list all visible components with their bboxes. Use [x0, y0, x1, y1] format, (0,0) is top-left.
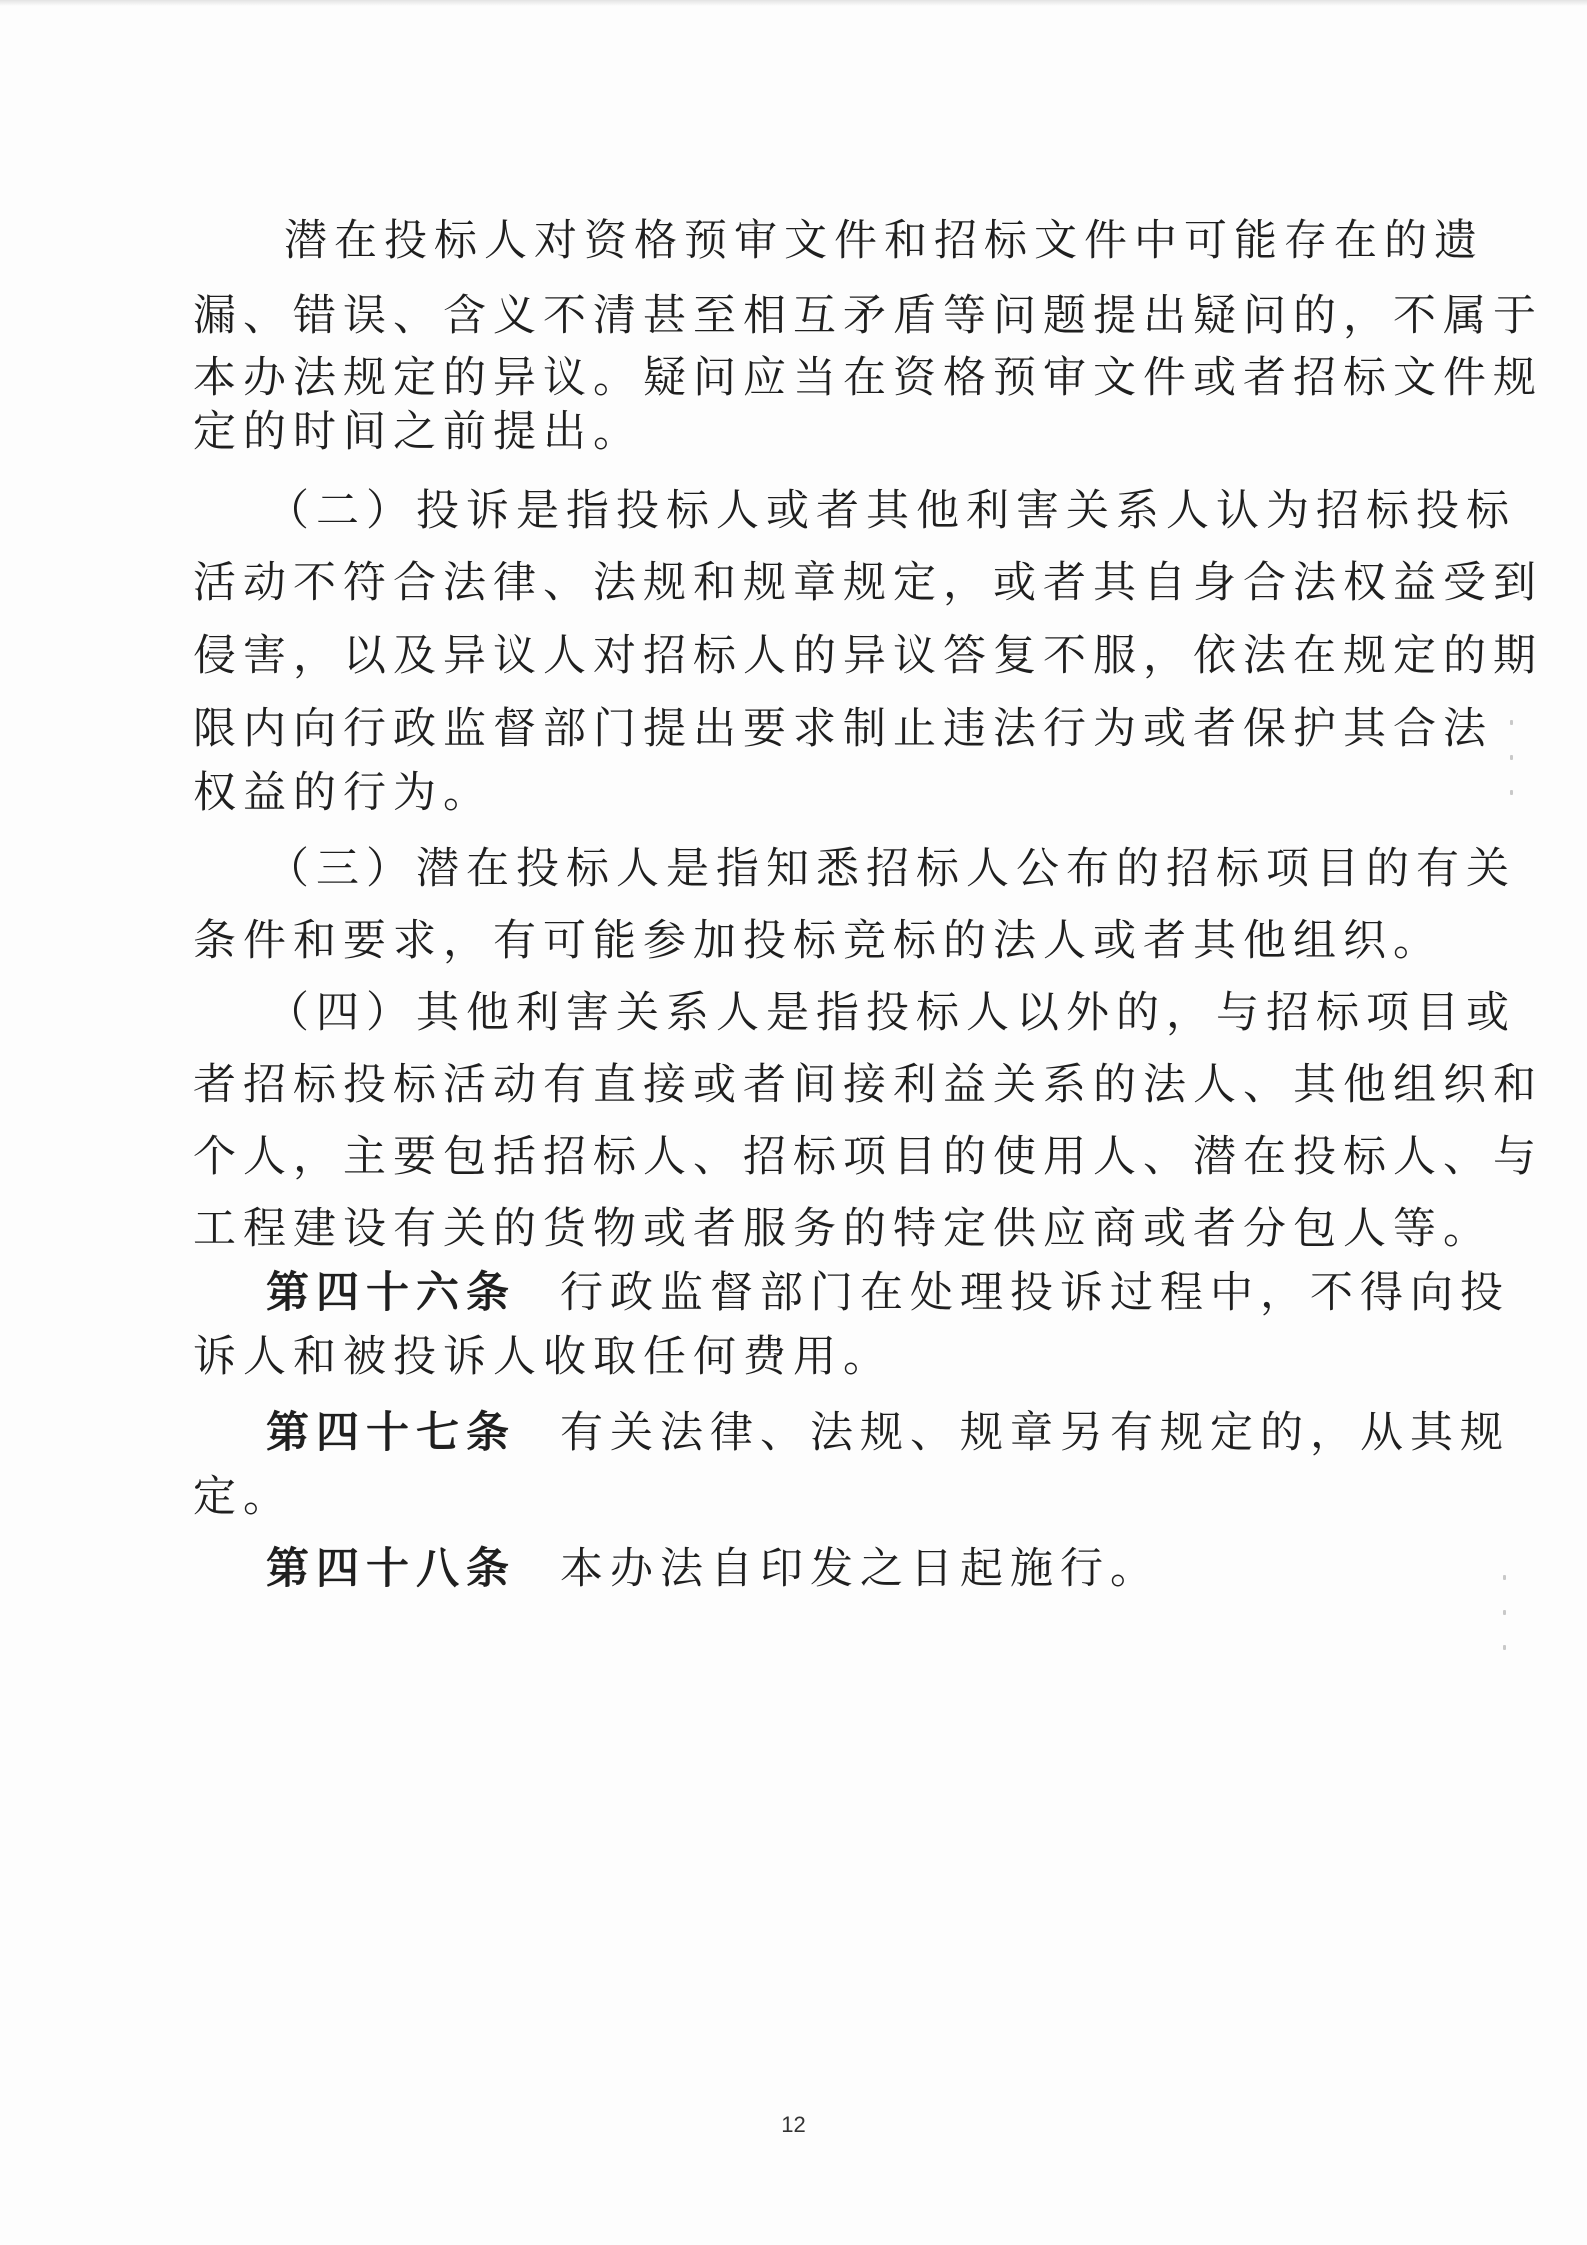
- scan-mark: [1503, 1610, 1506, 1615]
- scan-top-edge: [0, 0, 1587, 6]
- scan-mark: [1503, 1645, 1506, 1650]
- paragraph-line: 限内向行政监督部门提出要求制止违法行为或者保护其合法: [193, 704, 1493, 754]
- page-number: 12: [781, 2112, 806, 2137]
- paragraph-line: 漏、错误、含义不清甚至相互矛盾等问题提出疑问的，不属于: [193, 291, 1543, 341]
- paragraph-line: 者招标投标活动有直接或者间接利益关系的法人、其他组织和: [193, 1060, 1543, 1110]
- article-47-line: [266, 1408, 1510, 1458]
- paragraph-line: （二）投诉是指投标人或者其他利害关系人认为招标投标: [266, 486, 1516, 536]
- article-47-label: 第四十七条: [266, 1408, 516, 1458]
- paragraph-line: 侵害，以及异议人对招标人的异议答复不服，依法在规定的期: [193, 631, 1543, 681]
- paragraph-line: 潜在投标人对资格预审文件和招标文件中可能存在的遗: [284, 216, 1484, 266]
- article-46-continuation: 诉人和被投诉人收取任何费用。: [193, 1332, 893, 1382]
- paragraph-line: 条件和要求，有可能参加投标竞标的法人或者其他组织。: [193, 916, 1443, 966]
- paragraph-line: 个人，主要包括招标人、招标项目的使用人、潜在投标人、与: [193, 1132, 1543, 1182]
- paragraph-line: 定的时间之前提出。: [193, 407, 643, 457]
- article-47-continuation: 定。: [193, 1472, 293, 1522]
- article-48-text: 本办法自印发之日起施行。: [560, 1544, 1160, 1594]
- scan-mark: [1510, 720, 1513, 725]
- article-46-text: 行政监督部门在处理投诉过程中，不得向投: [560, 1268, 1510, 1318]
- paragraph-line: 工程建设有关的货物或者服务的特定供应商或者分包人等。: [193, 1204, 1493, 1254]
- article-46-label: 第四十六条: [266, 1268, 516, 1318]
- paragraph-line: 权益的行为。: [193, 768, 493, 818]
- scan-mark: [1503, 1575, 1506, 1580]
- paragraph-line: （四）其他利害关系人是指投标人以外的，与招标项目或: [266, 988, 1516, 1038]
- scan-mark: [1510, 790, 1513, 795]
- article-46-line: [266, 1268, 1510, 1318]
- paragraph-line: 本办法规定的异议。疑问应当在资格预审文件或者招标文件规: [193, 353, 1543, 403]
- paragraph-line: 活动不符合法律、法规和规章规定，或者其自身合法权益受到: [193, 558, 1543, 608]
- article-48-line: [266, 1544, 1160, 1594]
- article-48-label: 第四十八条: [266, 1544, 516, 1594]
- article-47-text: 有关法律、法规、规章另有规定的，从其规: [560, 1408, 1510, 1458]
- scan-mark: [1510, 755, 1513, 760]
- paragraph-line: （三）潜在投标人是指知悉招标人公布的招标项目的有关: [266, 844, 1516, 894]
